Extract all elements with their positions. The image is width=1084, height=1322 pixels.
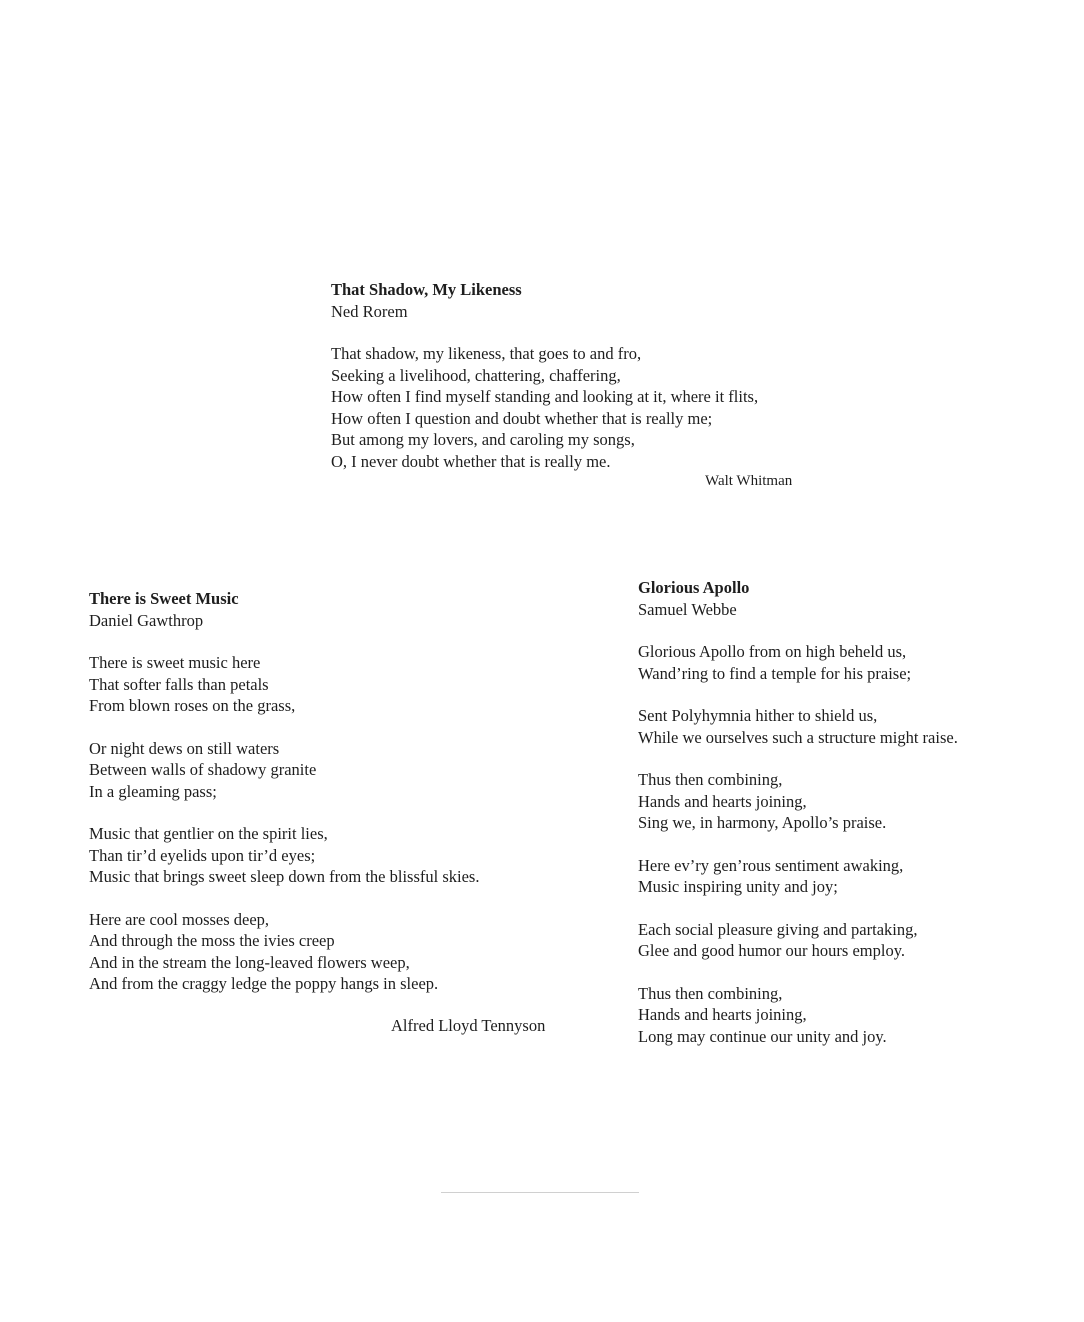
poem-line: And from the craggy ledge the poppy hangs in sleep.	[89, 974, 439, 993]
poem-line: Or night dews on still waters	[89, 738, 280, 758]
poem-line: In a gleaming pass;	[89, 781, 217, 801]
poem-composer: Ned Rorem	[331, 301, 408, 321]
poem-line: Than tir’d eyelids upon tir’d eyes;	[89, 845, 316, 865]
poem-line: Glee and good humor our hours employ.	[638, 941, 906, 960]
poem-glorious-apollo	[638, 577, 958, 1047]
poem-composer: Samuel Webbe	[638, 599, 737, 619]
poem-title: That Shadow, My Likeness	[331, 280, 522, 299]
poem-line: Each social pleasure giving and partaking,	[638, 919, 918, 939]
poem-line: Sing we, in harmony, Apollo’s praise.	[638, 813, 887, 832]
stanza	[331, 343, 792, 472]
poem-that-shadow-my-likeness	[331, 279, 792, 491]
poem-line: Music inspiring unity and joy;	[638, 877, 838, 896]
poem-line: Hands and hearts joining,	[638, 1005, 807, 1024]
stanza	[638, 641, 958, 684]
poem-line: Thus then combining,	[638, 983, 783, 1003]
poem-line: Here ev’ry gen’rous sentiment awaking,	[638, 855, 904, 875]
stanza	[89, 738, 545, 803]
poem-line: And in the stream the long-leaved flowers weep,	[89, 952, 410, 972]
stanza	[638, 855, 958, 898]
footer-divider	[441, 1192, 639, 1193]
stanza	[89, 652, 545, 717]
poem-line: From blown roses on the grass,	[89, 696, 296, 715]
poem-line: That softer falls than petals	[89, 674, 269, 694]
poem-line: Music that gentlier on the spirit lies,	[89, 824, 328, 843]
poem-line: How often I find myself standing and looking at it, where it flits,	[331, 387, 759, 406]
poem-line: Glorious Apollo from on high beheld us,	[638, 642, 907, 661]
poem-there-is-sweet-music	[89, 588, 545, 1036]
poem-line: Long may continue our unity and joy.	[638, 1026, 887, 1046]
poem-title: There is Sweet Music	[89, 589, 239, 608]
poem-line: Hands and hearts joining,	[638, 791, 807, 811]
poem-composer: Daniel Gawthrop	[89, 610, 204, 630]
stanza	[638, 983, 958, 1048]
poem-line: There is sweet music here	[89, 653, 261, 672]
poem-line: But among my lovers, and caroling my songs,	[331, 430, 635, 449]
poem-line: Music that brings sweet sleep down from the blissful skies.	[89, 867, 480, 886]
poem-line: That shadow, my likeness, that goes to and fro,	[331, 344, 642, 363]
poem-line: O, I never doubt whether that is really me.	[331, 451, 611, 471]
poem-line: Sent Polyhymnia hither to shield us,	[638, 706, 878, 725]
stanza	[638, 919, 958, 962]
poem-poet: Walt Whitman	[705, 473, 793, 489]
poem-line: And through the moss the ivies creep	[89, 931, 335, 950]
stanza	[89, 823, 545, 888]
poem-line: While we ourselves such a structure might raise.	[638, 727, 958, 747]
poem-poet: Alfred Lloyd Tennyson	[391, 1015, 546, 1035]
poem-line: Seeking a livelihood, chattering, chaffering,	[331, 365, 621, 385]
poem-line: Thus then combining,	[638, 770, 783, 789]
poem-title: Glorious Apollo	[638, 578, 750, 597]
poem-line: Here are cool mosses deep,	[89, 909, 270, 929]
poem-line: Between walls of shadowy granite	[89, 760, 317, 779]
stanza	[638, 769, 958, 834]
poem-line: Wand’ring to find a temple for his praise;	[638, 663, 912, 683]
poem-line: How often I question and doubt whether that is really me;	[331, 408, 713, 428]
stanza	[89, 909, 545, 995]
stanza	[638, 705, 958, 748]
